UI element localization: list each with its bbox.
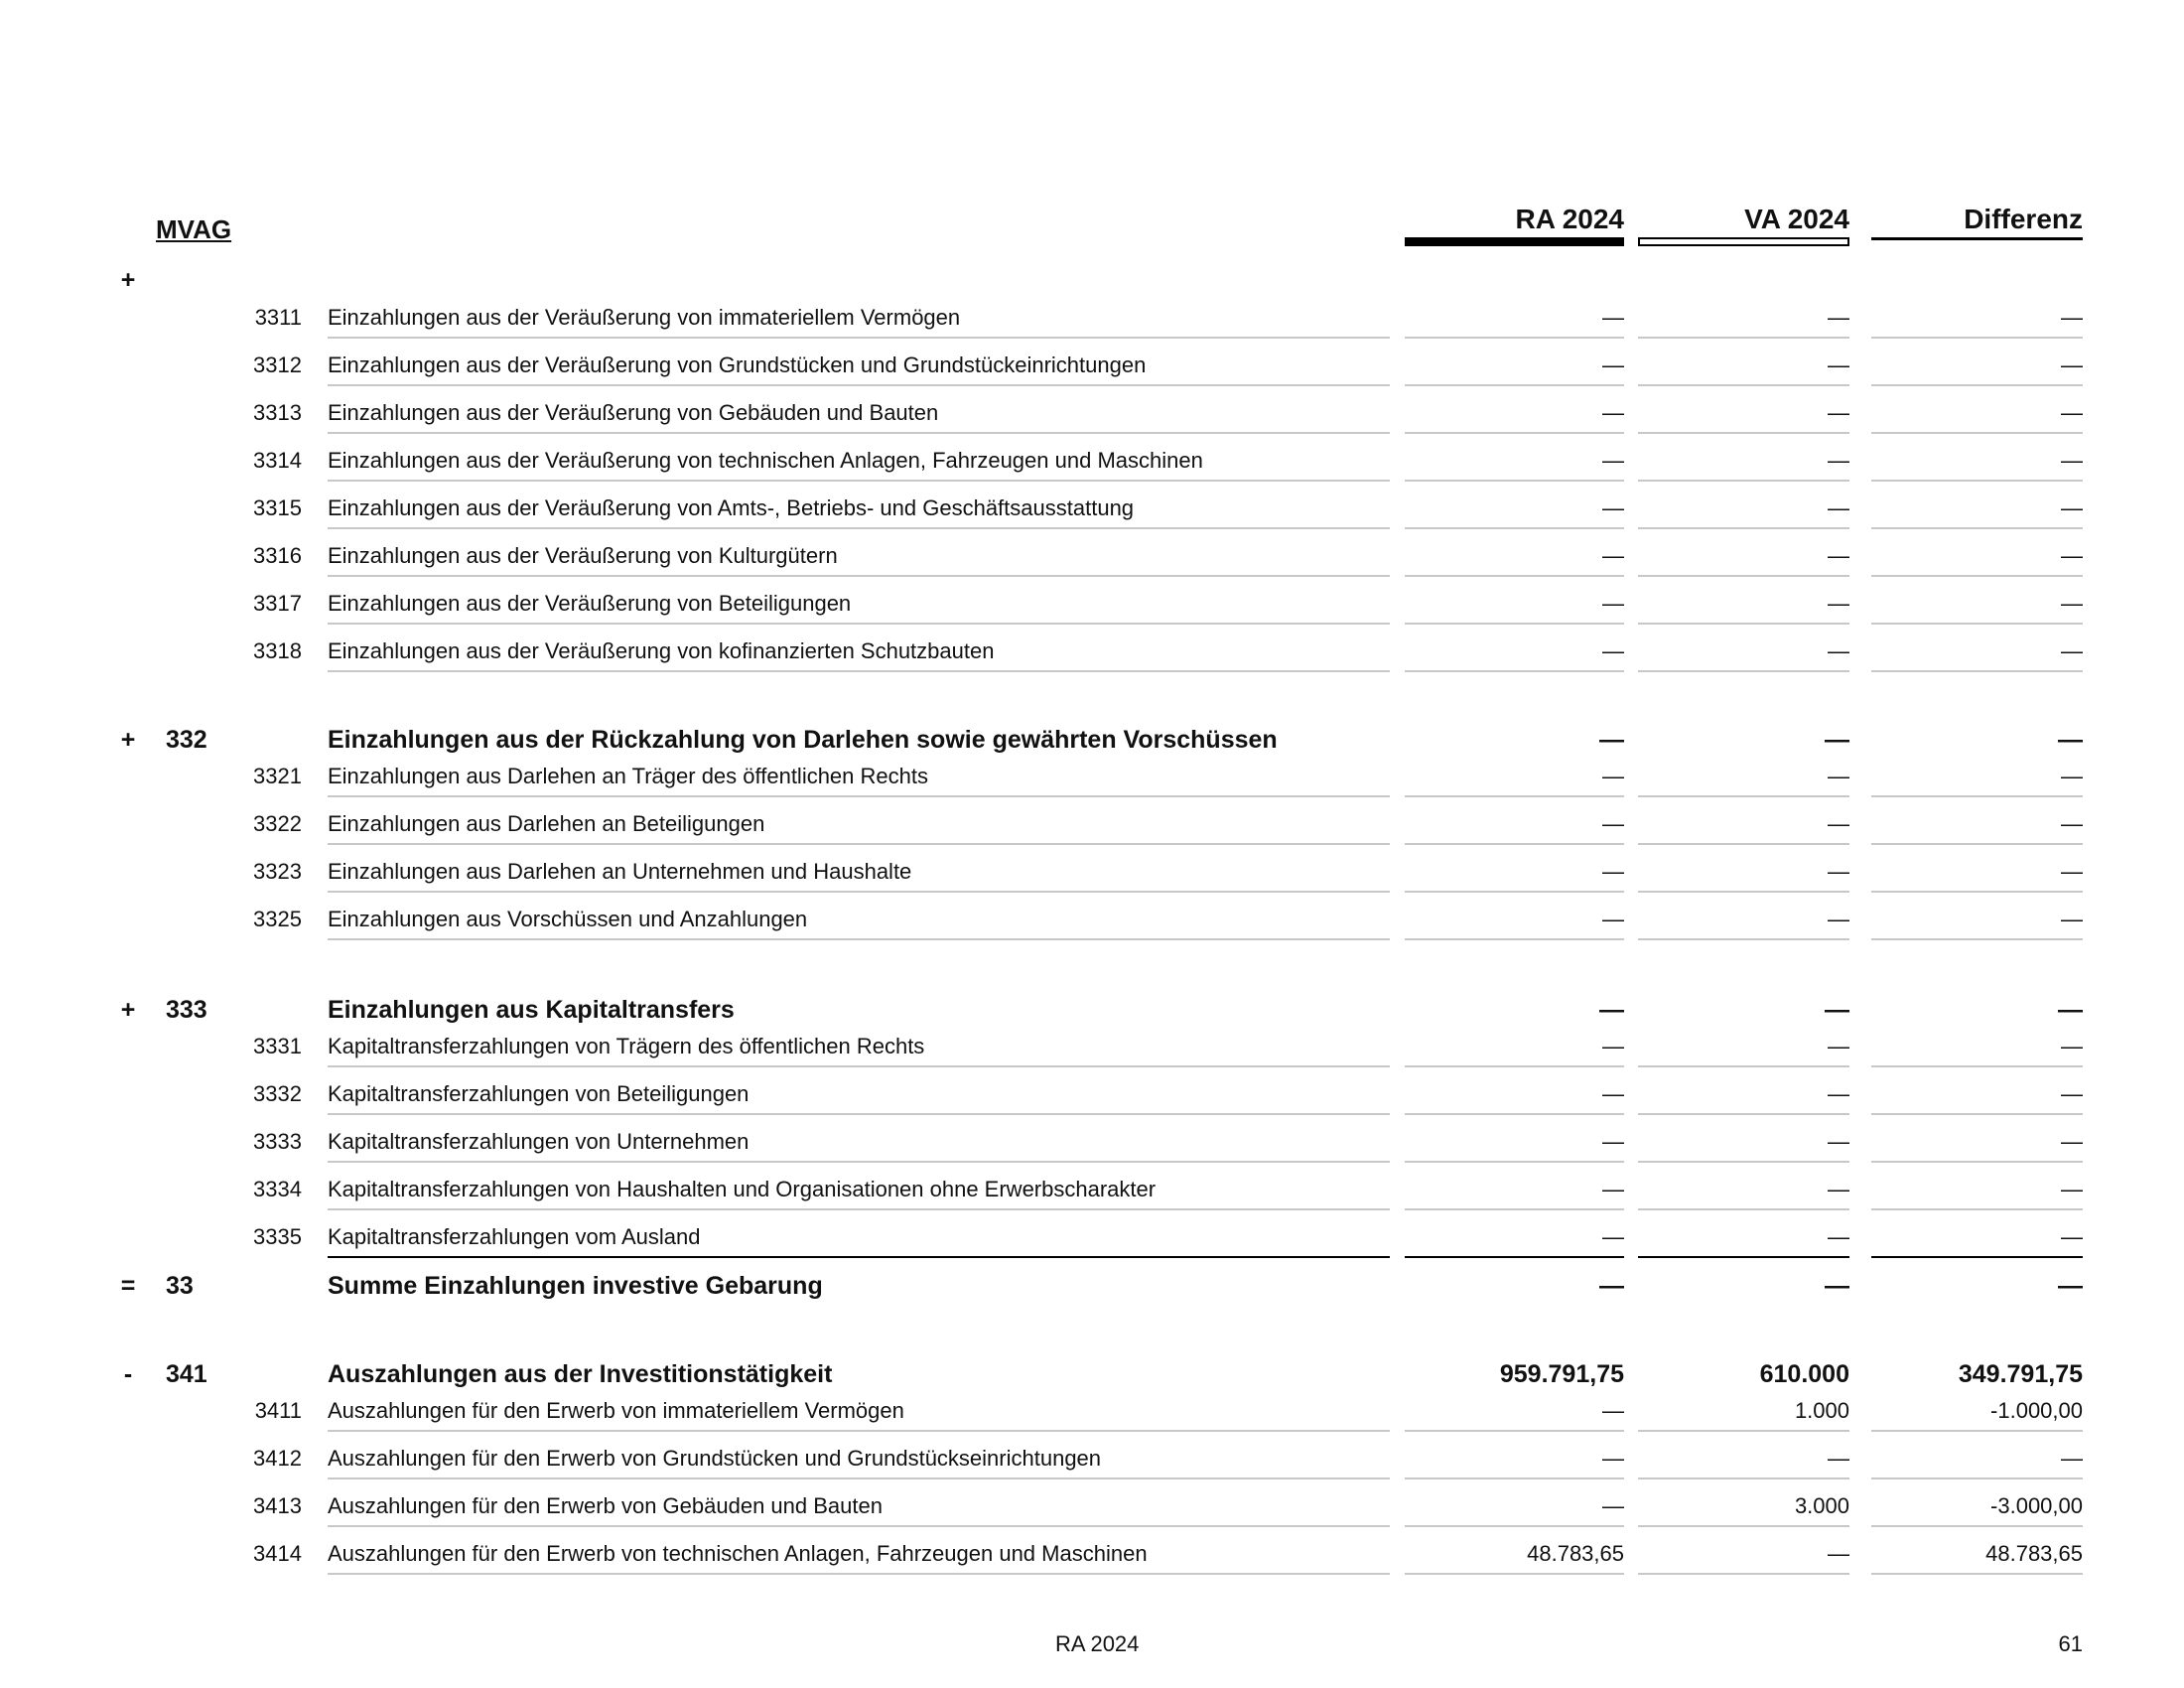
account-code: 3322 — [253, 811, 302, 836]
value-differenz: -1.000,00 — [1990, 1398, 2083, 1423]
row-divider — [328, 1477, 1390, 1479]
row-divider — [1871, 795, 2083, 797]
row-divider — [1405, 1065, 1624, 1067]
row-divider — [328, 1161, 1390, 1163]
value-va: — — [1828, 1224, 1849, 1249]
account-code: 3333 — [253, 1129, 302, 1154]
group-label: Summe Einzahlungen investive Gebarung — [328, 1272, 823, 1300]
group-value-differenz: — — [2058, 996, 2083, 1024]
row-divider — [1405, 337, 1624, 339]
value-ra: — — [1602, 638, 1624, 663]
group-sign: = — [120, 1272, 136, 1300]
account-code: 3412 — [253, 1446, 302, 1471]
row-divider — [1638, 1161, 1849, 1163]
value-differenz: — — [2061, 352, 2083, 377]
value-ra: — — [1602, 400, 1624, 425]
row-divider — [328, 337, 1390, 339]
row-divider — [1638, 1477, 1849, 1479]
value-ra: — — [1602, 1398, 1624, 1423]
account-label: Einzahlungen aus Darlehen an Träger des öffentlichen Rechts — [328, 764, 928, 788]
value-ra: — — [1602, 1224, 1624, 1249]
row-divider — [1638, 1430, 1849, 1432]
value-differenz: — — [2061, 764, 2083, 788]
header-bar-differenz — [1871, 237, 2083, 240]
row-divider — [1405, 938, 1624, 940]
row-divider — [1405, 843, 1624, 845]
row-divider — [328, 527, 1390, 529]
row-divider — [1638, 795, 1849, 797]
value-differenz: — — [2061, 305, 2083, 330]
value-va: — — [1828, 859, 1849, 884]
row-divider — [1405, 1525, 1624, 1527]
value-va: — — [1828, 591, 1849, 616]
value-differenz: — — [2061, 859, 2083, 884]
group-value-ra: — — [1599, 726, 1624, 754]
value-va: — — [1828, 495, 1849, 520]
row-divider — [328, 384, 1390, 386]
value-ra: — — [1602, 543, 1624, 568]
value-va: — — [1828, 543, 1849, 568]
group-label: Auszahlungen aus der Investitionstätigkeit — [328, 1360, 833, 1388]
row-divider — [1638, 527, 1849, 529]
footer-title: RA 2024 — [1055, 1631, 1140, 1656]
row-divider — [328, 1113, 1390, 1115]
row-divider — [1405, 1113, 1624, 1115]
row-divider — [1405, 1208, 1624, 1210]
value-va: — — [1828, 811, 1849, 836]
row-divider — [1871, 575, 2083, 577]
row-divider — [1405, 480, 1624, 482]
account-code: 3318 — [253, 638, 302, 663]
group-value-differenz: — — [2058, 1272, 2083, 1300]
account-label: Auszahlungen für den Erwerb von Gebäuden und Bauten — [328, 1493, 883, 1518]
value-ra: — — [1602, 1081, 1624, 1106]
group-value-va: 610.000 — [1759, 1360, 1849, 1388]
group-sign: + — [120, 266, 136, 294]
account-code: 3325 — [253, 907, 302, 931]
account-code: 3317 — [253, 591, 302, 616]
value-va: 3.000 — [1794, 1493, 1849, 1518]
row-divider — [1871, 527, 2083, 529]
row-divider — [1405, 527, 1624, 529]
value-va: — — [1828, 764, 1849, 788]
value-differenz: — — [2061, 811, 2083, 836]
account-code: 3335 — [253, 1224, 302, 1249]
value-differenz: — — [2061, 1446, 2083, 1471]
value-ra: — — [1602, 352, 1624, 377]
value-va: — — [1828, 1541, 1849, 1566]
row-divider — [1871, 1208, 2083, 1210]
account-label: Einzahlungen aus Darlehen an Unternehmen und Haushalte — [328, 859, 912, 884]
value-differenz: — — [2061, 1177, 2083, 1201]
row-divider — [1871, 1256, 2083, 1258]
row-divider — [1638, 1256, 1849, 1258]
row-divider — [1871, 1430, 2083, 1432]
row-divider — [1638, 1573, 1849, 1575]
row-divider — [1405, 575, 1624, 577]
value-ra: — — [1602, 1177, 1624, 1201]
group-value-differenz: 349.791,75 — [1958, 1360, 2083, 1388]
account-label: Einzahlungen aus der Veräußerung von technischen Anlagen, Fahrzeugen und Maschinen — [328, 448, 1203, 473]
row-divider — [328, 891, 1390, 893]
account-code: 3315 — [253, 495, 302, 520]
row-divider — [1871, 938, 2083, 940]
value-differenz: — — [2061, 638, 2083, 663]
value-va: 1.000 — [1794, 1398, 1849, 1423]
row-divider — [1638, 337, 1849, 339]
row-divider — [328, 843, 1390, 845]
row-divider — [1871, 1525, 2083, 1527]
group-code: 33 — [166, 1272, 194, 1300]
value-differenz: — — [2061, 400, 2083, 425]
account-code: 3334 — [253, 1177, 302, 1201]
value-ra: — — [1602, 1493, 1624, 1518]
row-divider — [1405, 1477, 1624, 1479]
row-divider — [328, 670, 1390, 672]
account-label: Einzahlungen aus Vorschüssen und Anzahlungen — [328, 907, 808, 931]
row-divider — [328, 1525, 1390, 1527]
account-code: 3414 — [253, 1541, 302, 1566]
header-bar-ra — [1405, 237, 1624, 246]
row-divider — [1871, 480, 2083, 482]
value-va: — — [1828, 400, 1849, 425]
value-va: — — [1828, 1129, 1849, 1154]
value-ra: — — [1602, 305, 1624, 330]
row-divider — [328, 938, 1390, 940]
row-divider — [1871, 337, 2083, 339]
row-divider — [1871, 1573, 2083, 1575]
account-label: Einzahlungen aus der Veräußerung von Gebäuden und Bauten — [328, 400, 939, 425]
value-va: — — [1828, 1081, 1849, 1106]
account-code: 3312 — [253, 352, 302, 377]
group-value-ra: — — [1599, 996, 1624, 1024]
value-ra: — — [1602, 1034, 1624, 1058]
account-label: Kapitaltransferzahlungen vom Ausland — [328, 1224, 701, 1249]
row-divider — [328, 1430, 1390, 1432]
value-ra: — — [1602, 764, 1624, 788]
group-code: 341 — [166, 1360, 207, 1388]
column-header-va-2024: VA 2024 — [1744, 204, 1849, 234]
group-value-va: — — [1825, 726, 1849, 754]
group-sign: + — [120, 996, 136, 1024]
row-divider — [1871, 432, 2083, 434]
row-divider — [1638, 623, 1849, 625]
group-code: 332 — [166, 726, 207, 754]
value-ra: — — [1602, 495, 1624, 520]
row-divider — [1638, 938, 1849, 940]
group-value-ra: — — [1599, 1272, 1624, 1300]
row-divider — [328, 623, 1390, 625]
account-code: 3316 — [253, 543, 302, 568]
row-divider — [328, 432, 1390, 434]
row-divider — [1871, 670, 2083, 672]
row-divider — [1871, 891, 2083, 893]
value-differenz: — — [2061, 1081, 2083, 1106]
row-divider — [1405, 1256, 1624, 1258]
row-divider — [1638, 384, 1849, 386]
row-divider — [1638, 891, 1849, 893]
value-differenz: — — [2061, 448, 2083, 473]
account-label: Einzahlungen aus der Veräußerung von Amts-, Betriebs- und Geschäftsausstattung — [328, 495, 1135, 520]
value-differenz: — — [2061, 907, 2083, 931]
value-ra: — — [1602, 448, 1624, 473]
row-divider — [1638, 670, 1849, 672]
row-divider — [328, 1208, 1390, 1210]
row-divider — [1405, 1573, 1624, 1575]
value-va: — — [1828, 1034, 1849, 1058]
row-divider — [1638, 480, 1849, 482]
value-ra: 48.783,65 — [1527, 1541, 1624, 1566]
value-ra: — — [1602, 1446, 1624, 1471]
value-va: — — [1828, 907, 1849, 931]
row-divider — [1405, 623, 1624, 625]
row-divider — [328, 1065, 1390, 1067]
row-divider — [1638, 1208, 1849, 1210]
value-differenz: 48.783,65 — [1985, 1541, 2083, 1566]
group-value-va: — — [1825, 996, 1849, 1024]
row-divider — [1871, 1113, 2083, 1115]
account-code: 3411 — [254, 1398, 302, 1423]
account-label: Einzahlungen aus der Veräußerung von kofinanzierten Schutzbauten — [328, 638, 995, 663]
account-code: 3321 — [253, 764, 302, 788]
header-bar-va — [1638, 237, 1849, 246]
account-label: Auszahlungen für den Erwerb von immateriellem Vermögen — [328, 1398, 904, 1423]
row-divider — [1871, 1477, 2083, 1479]
account-label: Kapitaltransferzahlungen von Unternehmen — [328, 1129, 750, 1154]
account-label: Auszahlungen für den Erwerb von technischen Anlagen, Fahrzeugen und Maschinen — [328, 1541, 1148, 1566]
account-label: Kapitaltransferzahlungen von Trägern des öffentlichen Rechts — [328, 1034, 925, 1058]
value-differenz: — — [2061, 1224, 2083, 1249]
account-code: 3331 — [253, 1034, 302, 1058]
row-divider — [1405, 670, 1624, 672]
row-divider — [1871, 623, 2083, 625]
row-divider — [1638, 432, 1849, 434]
group-value-differenz: — — [2058, 726, 2083, 754]
value-differenz: — — [2061, 495, 2083, 520]
row-divider — [328, 480, 1390, 482]
account-label: Einzahlungen aus der Veräußerung von Grundstücken und Grundstückeinrichtungen — [328, 352, 1147, 377]
group-code: 333 — [166, 996, 207, 1024]
row-divider — [1638, 1113, 1849, 1115]
value-ra: — — [1602, 859, 1624, 884]
value-ra: — — [1602, 907, 1624, 931]
group-value-va: — — [1825, 1272, 1849, 1300]
row-divider — [328, 1573, 1390, 1575]
value-differenz: -3.000,00 — [1990, 1493, 2083, 1518]
group-label: Einzahlungen aus Kapitaltransfers — [328, 996, 735, 1024]
row-divider — [1638, 1525, 1849, 1527]
account-label: Auszahlungen für den Erwerb von Grundstücken und Grundstückseinrichtungen — [328, 1446, 1102, 1471]
row-divider — [328, 575, 1390, 577]
account-code: 3413 — [253, 1493, 302, 1518]
group-label: Einzahlungen aus der Rückzahlung von Darlehen sowie gewährten Vorschüssen — [328, 726, 1278, 754]
row-divider — [1405, 891, 1624, 893]
account-label: Einzahlungen aus der Veräußerung von Beteiligungen — [328, 591, 852, 616]
row-divider — [1405, 1430, 1624, 1432]
account-code: 3323 — [253, 859, 302, 884]
value-va: — — [1828, 352, 1849, 377]
value-ra: — — [1602, 1129, 1624, 1154]
value-va: — — [1828, 638, 1849, 663]
account-code: 3311 — [254, 305, 302, 330]
row-divider — [1405, 1161, 1624, 1163]
value-va: — — [1828, 1177, 1849, 1201]
row-divider — [1638, 843, 1849, 845]
row-divider — [1638, 575, 1849, 577]
account-label: Einzahlungen aus Darlehen an Beteiligungen — [328, 811, 765, 836]
account-label: Kapitaltransferzahlungen von Beteiligungen — [328, 1081, 750, 1106]
row-divider — [328, 1256, 1390, 1258]
column-header-ra-2024: RA 2024 — [1515, 204, 1624, 234]
value-differenz: — — [2061, 1129, 2083, 1154]
value-va: — — [1828, 448, 1849, 473]
mvag-column-label: MVAG — [156, 214, 232, 244]
group-value-ra: 959.791,75 — [1499, 1360, 1624, 1388]
group-sign: - — [123, 1360, 133, 1388]
row-divider — [1405, 384, 1624, 386]
column-header-differenz: Differenz — [1964, 204, 2083, 234]
value-differenz: — — [2061, 543, 2083, 568]
row-divider — [1871, 1161, 2083, 1163]
value-va: — — [1828, 1446, 1849, 1471]
value-ra: — — [1602, 811, 1624, 836]
row-divider — [1871, 1065, 2083, 1067]
row-divider — [1405, 432, 1624, 434]
page-number: 61 — [2058, 1631, 2083, 1656]
row-divider — [328, 795, 1390, 797]
account-code: 3314 — [253, 448, 302, 473]
value-ra: — — [1602, 591, 1624, 616]
row-divider — [1638, 1065, 1849, 1067]
row-divider — [1405, 795, 1624, 797]
value-va: — — [1828, 305, 1849, 330]
account-code: 3313 — [253, 400, 302, 425]
account-code: 3332 — [253, 1081, 302, 1106]
value-differenz: — — [2061, 591, 2083, 616]
row-divider — [1871, 384, 2083, 386]
account-label: Kapitaltransferzahlungen von Haushalten und Organisationen ohne Erwerbscharakter — [328, 1177, 1157, 1201]
group-sign: + — [120, 726, 136, 754]
row-divider — [1871, 843, 2083, 845]
account-label: Einzahlungen aus der Veräußerung von Kulturgütern — [328, 543, 838, 568]
account-label: Einzahlungen aus der Veräußerung von immateriellem Vermögen — [328, 305, 961, 330]
value-differenz: — — [2061, 1034, 2083, 1058]
